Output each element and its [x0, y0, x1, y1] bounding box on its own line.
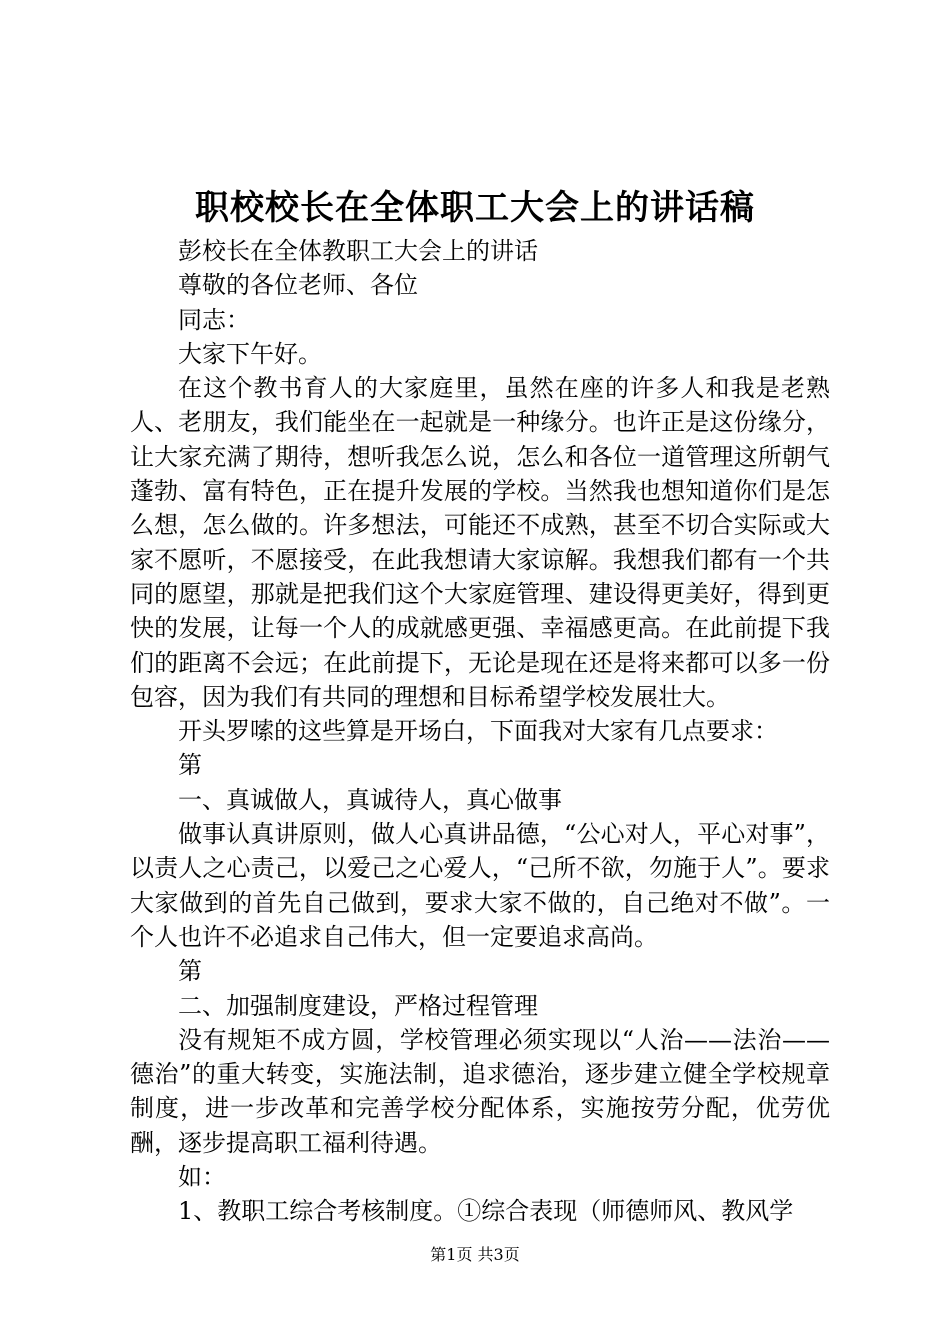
greeting: 大家下午好。: [178, 339, 322, 368]
document-title: 职校校长在全体职工大会上的讲话稿: [195, 188, 755, 228]
salutation-line-2: 同志：: [178, 305, 250, 334]
section-heading-2: 二、加强制度建设，严格过程管理: [178, 991, 538, 1020]
speech-subtitle: 彭校长在全体教职工大会上的讲话: [178, 237, 538, 265]
paragraph-intro: 在这个教书育人的大家庭里，虽然在座的许多人和我是老熟人、老朋友，我们能坐在一起就是一种缘分。也许正是这份缘分，让大家充满了期待，想听我怎么说，怎么和各位一道管理这所朝气蓬勃、富有特色，正在提升发展的学校。当然我也想知道你们是怎么想，怎么做的。许多想法，可能还不成熟，甚至不切合实际或大家不愿听，不愿接受，在此我想请大家谅解。我想我们都有一个共同的愿望，那就是把我们这个大家庭管理、建设得更美好，得到更快的发展，让每一个人的成就感更强、幸福感更高。在此前提下我们的距离不会远；在此前提下，无论是现在还是将来都可以多一份包容，因为我们有共同的理想和目标希望学校发展壮大。: [130, 374, 830, 711]
section-marker-2: 第: [178, 957, 202, 986]
document-body: [130, 234, 830, 1229]
salutation-line-1: 尊敬的各位老师、各位: [178, 271, 418, 300]
paragraph-transition: 开头罗嗦的这些算是开场白，下面我对大家有几点要求：: [178, 717, 778, 746]
page-number-footer: 第1页 共3页: [430, 1245, 520, 1264]
paragraph-section-1: 做事认真讲原则，做人心真讲品德，“公心对人，平心对事”，以责人之心责己，以爱己之心爱人，“己所不欲，勿施于人”。要求大家做到的首先自己做到，要求大家不做的，自己绝对不做”。一个人也许不必追求自己伟大，但一定要追求高尚。: [130, 820, 830, 951]
section-heading-1: 一、真诚做人，真诚待人，真心做事: [178, 785, 562, 814]
example-label: 如：: [178, 1163, 226, 1192]
section-marker-1: 第: [178, 751, 202, 780]
list-item-1: 1、教职工综合考核制度。①综合表现（师德师风、教风学: [178, 1197, 794, 1226]
paragraph-section-2: 没有规矩不成方圆，学校管理必须实现以“人治——法治——德治”的重大转变，实施法制，追求德治，逐步建立健全学校规章制度，进一步改革和完善学校分配体系，实施按劳分配，优劳优酬，逐步提高职工福利待遇。: [130, 1025, 830, 1157]
